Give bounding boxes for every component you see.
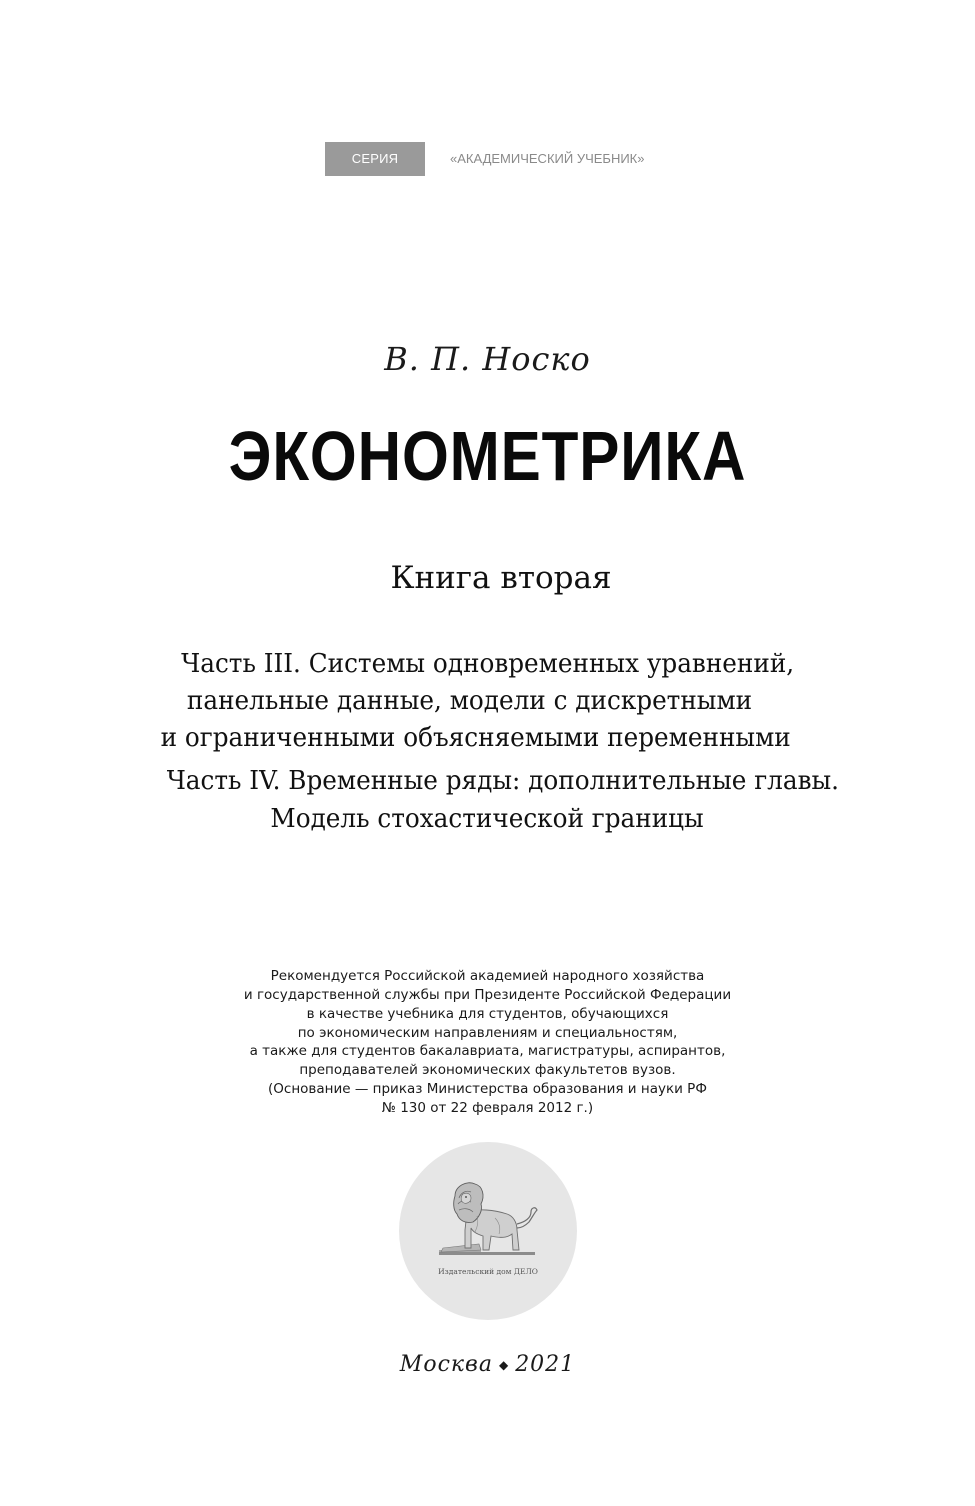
recommendation-line: а также для студентов бакалавриата, магистратуры, аспирантов, [249, 1043, 726, 1059]
part-line [0, 646, 975, 682]
recommendation-line: и государственной службы при Президенте Российской Федерации [243, 987, 732, 1003]
part-line-text: Часть III. Системы одновременных уравнений, [180, 649, 795, 679]
recommendation-line: в качестве учебника для студентов, обучающихся [306, 1006, 669, 1022]
recommendation-line: преподавателей экономических факультетов вузов. [299, 1062, 676, 1078]
recommendation-line: (Основание — приказ Министерства образования и науки РФ [268, 1081, 707, 1097]
part-line-text: Модель стохастической границы [270, 804, 705, 834]
part-line [0, 683, 957, 719]
lion-icon [433, 1178, 543, 1268]
book-volume-label: Книга вторая [390, 560, 612, 596]
part-line [0, 720, 963, 756]
book-title: ЭКОНОМЕТРИКА [228, 417, 747, 495]
imprint-city: Москва [399, 1352, 493, 1377]
publisher-logo [399, 1142, 577, 1320]
part-line-text: панельные данные, модели с дискретными [186, 686, 753, 716]
imprint-year: 2021 [515, 1352, 576, 1377]
diamond-separator-icon: ◆ [498, 1358, 510, 1372]
part-line [0, 801, 975, 837]
publisher-caption: Издательский дом ДЕЛО [438, 1267, 538, 1276]
part-line [15, 763, 975, 799]
recommendation-line: Рекомендуется Российской академией народного хозяйства [270, 968, 705, 984]
author: В. П. Носко [384, 340, 591, 378]
part-line-text: и ограниченными объясняемыми переменными [160, 723, 791, 753]
recommendation-line: по экономическим направлениям и специальностям, [297, 1025, 678, 1041]
recommendation-line: № 130 от 22 февраля 2012 г.) [381, 1100, 594, 1116]
series-name: «АКАДЕМИЧЕСКИЙ УЧЕБНИК» [450, 151, 645, 166]
series-badge: СЕРИЯ [325, 142, 425, 176]
imprint-line [0, 1352, 975, 1377]
part-line-text: Часть IV. Временные ряды: дополнительные главы. [166, 766, 839, 796]
